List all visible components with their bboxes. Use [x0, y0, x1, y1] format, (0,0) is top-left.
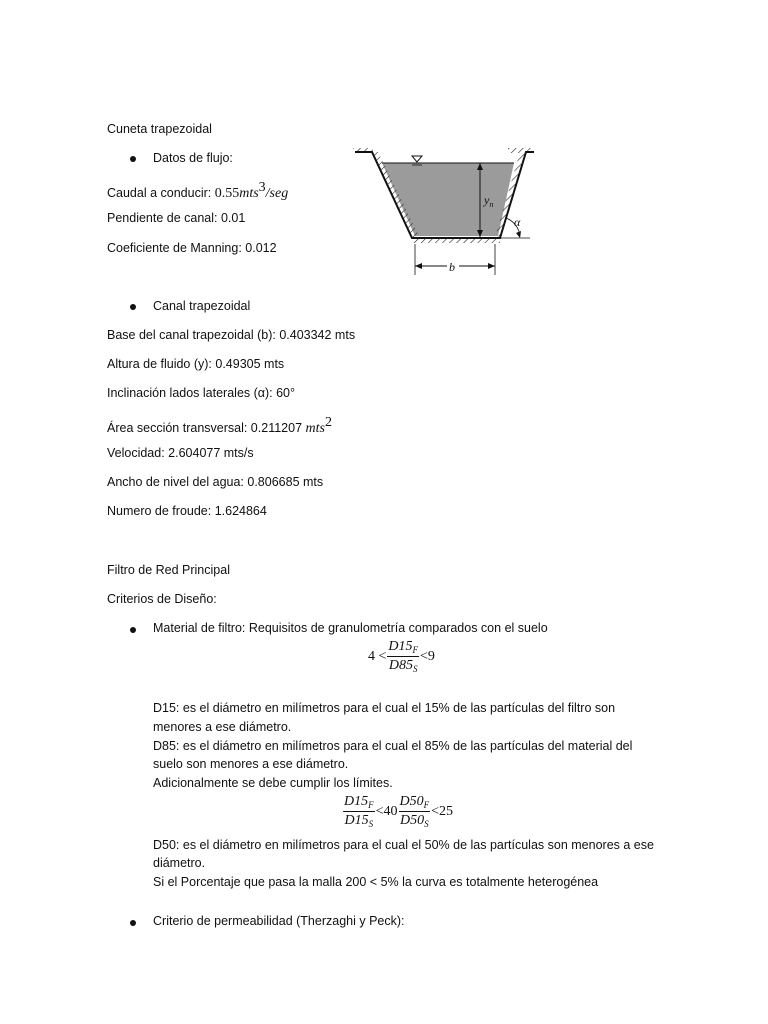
f1-left: 4 <	[368, 648, 387, 664]
d50-line2: diámetro.	[153, 856, 206, 870]
section-title-cuneta: Cuneta trapezoidal	[107, 122, 212, 136]
bullet-datos-flujo: Datos de flujo:	[153, 151, 233, 165]
d15-line1: D15: es el diámetro en milímetros para el cual el 15% de las partículas del filtro son	[153, 701, 616, 715]
trapezoidal-channel-diagram	[350, 144, 540, 279]
bullet-material-filtro: Material de filtro: Requisitos de granulometría comparados con el suelo	[153, 621, 548, 635]
caudal-per: /seg	[265, 186, 289, 201]
inclinacion-line: Inclinación lados laterales (α): 60°	[107, 386, 296, 400]
f1-right: <9	[420, 648, 435, 664]
velocidad-line: Velocidad: 2.604077 mts/s	[107, 446, 254, 460]
d85-line2: suelo son menores a ese diámetro.	[153, 757, 349, 771]
base-line: Base del canal trapezoidal (b): 0.403342 mts	[107, 328, 356, 342]
bullet-marker	[130, 156, 136, 162]
froude-line: Numero de froude: 1.624864	[107, 504, 267, 518]
bullet-permeabilidad: Criterio de permeabilidad (Therzaghi y Peck):	[153, 914, 405, 928]
ancho-line: Ancho de nivel del agua: 0.806685 mts	[107, 475, 324, 489]
caudal-exp: 3	[258, 180, 266, 195]
d15-line2: menores a ese diámetro.	[153, 720, 292, 734]
b-label: b	[449, 260, 455, 274]
bullet-marker	[130, 627, 136, 633]
formula-ratio-2	[342, 794, 453, 829]
manning-line: Coeficiente de Manning: 0.012	[107, 241, 277, 255]
area-exp: 2	[324, 415, 332, 430]
pendiente-line: Pendiente de canal: 0.01	[107, 211, 246, 225]
water-section	[382, 163, 514, 236]
area-line	[107, 415, 332, 437]
bullet-canal-trapezoidal: Canal trapezoidal	[153, 299, 251, 313]
adicional-line: Adicionalmente se debe cumplir los límites.	[153, 776, 393, 790]
area-unit: mts	[305, 421, 325, 436]
yn-label: $y_n$	[484, 193, 494, 209]
f2-fraction-a: $\frac{D15_F}{D15_S}$	[344, 794, 374, 829]
formula-ratio-1	[368, 639, 435, 674]
caudal-value: 0.55	[214, 186, 240, 201]
porcentaje-line: Si el Porcentaje que pasa la malla 200 < 5% la curva es totalmente heterogénea	[153, 875, 599, 889]
bullet-marker	[130, 920, 136, 926]
d85-line1: D85: es el diámetro en milímetros para el cual el 85% de las partículas del material del	[153, 739, 633, 753]
caudal-label: Caudal a conducir:	[107, 186, 212, 200]
water-level-icon	[412, 156, 422, 162]
altura-line: Altura de fluido (y): 0.49305 mts	[107, 357, 285, 371]
section-title-filtro: Filtro de Red Principal	[107, 563, 230, 577]
caudal-line	[107, 180, 288, 202]
f2-mid: <40	[375, 803, 398, 819]
f2-fraction-b: $\frac{D50_F}{D50_S}$	[399, 794, 430, 829]
criterios-heading: Criterios de Diseño:	[107, 592, 217, 606]
caudal-unit: mts	[239, 186, 259, 201]
bottom-hatch	[412, 238, 500, 243]
bullet-marker	[130, 304, 136, 310]
d50-line1: D50: es el diámetro en milímetros para el cual el 50% de las partículas son menores a ese	[153, 838, 654, 852]
f1-fraction: $\frac{D15_F}{D85_S}$	[388, 639, 419, 674]
alpha-label: α	[514, 215, 521, 229]
area-label: Área sección transversal: 0.211207	[107, 421, 303, 435]
f2-right: <25	[431, 803, 454, 819]
